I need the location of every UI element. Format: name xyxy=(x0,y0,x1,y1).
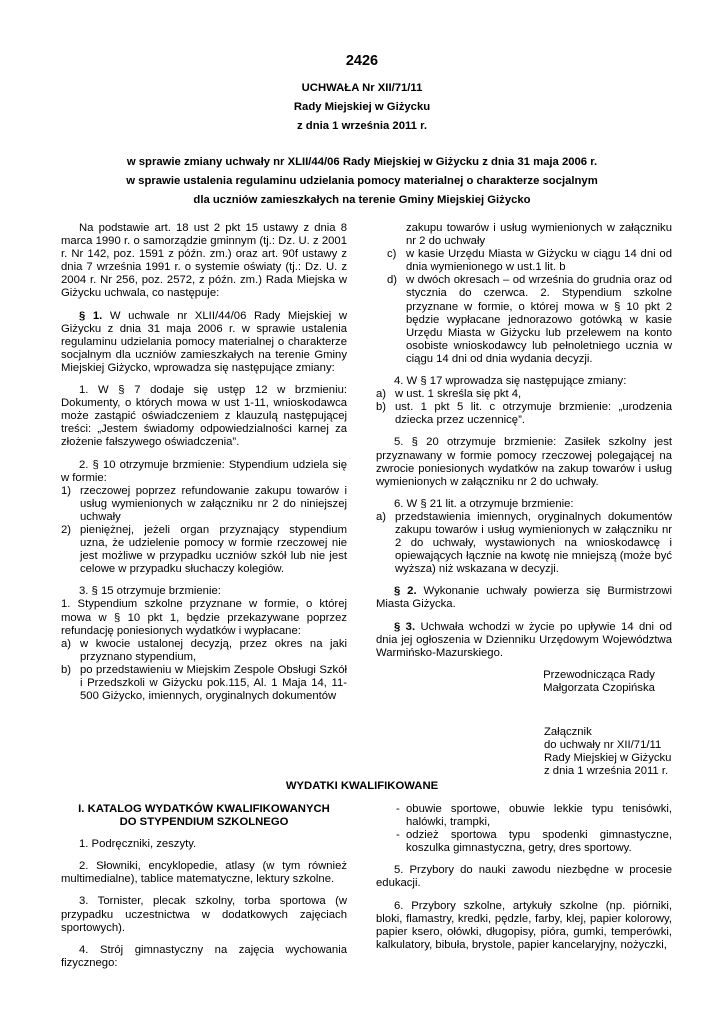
annex-item-1: 1. Podręczniki, zeszyty. xyxy=(79,838,197,851)
annex-title: WYDATKI KWALIFIKOWANE xyxy=(285,780,439,792)
change-6: 6. W § 21 lit. a otrzymuje brzmienie: xyxy=(394,497,574,510)
list-item xyxy=(376,248,672,274)
change-3-sub: 1. Stypendium szkolne przyznane w formie, o której mowa w § 10 pkt 1, będzie przekazywane poprzez refundację poniesionych wydatków i wypłacane: xyxy=(61,598,347,637)
intro-paragraph: Na podstawie art. 18 ust 2 pkt 15 ustawy z dnia 8 marca 1990 r. o samorządzie gminnym (tj.: Dz. U. z 2001 r. Nr 142, poz. 1591 z późn. zm.) oraz art. 90f ustawy z dnia 7 września 1991 r. o systemie oświaty (tj.: Dz. U. z 2004 r. Nr 256, poz. 2572, z późn. zm.) Rada Miejska w Giżycku uchwala, co następuje: xyxy=(61,222,347,300)
paragraph-1 xyxy=(61,310,347,375)
change-2: 2. § 10 otrzymuje brzmienie: Stypendium udziela się w formie: xyxy=(61,458,347,484)
right-column xyxy=(376,222,672,695)
change-4: 4. W § 17 wprowadza się następujące zmiany: xyxy=(394,375,627,388)
list-item xyxy=(376,511,672,576)
attachment-date: z dnia 1 września 2011 r. xyxy=(544,765,669,778)
left-column xyxy=(61,222,347,703)
attachment-header xyxy=(544,726,724,778)
list-marker: - xyxy=(396,829,400,842)
list-text: przedstawienia imiennych, oryginalnych dokumentów zakupu towarów i usług wymienionych w załączniku nr 2 do uchwały, wystawionych na wnioskodawcę i opiewających łącznie na kwotę nie mniejszą (może być wyższa) niż wskazana w decyzji. xyxy=(395,510,672,576)
paragraph-1-mark: § 1. xyxy=(79,309,103,322)
list-marker: d) xyxy=(387,274,398,287)
list-text: ust. 1 pkt 5 lit. c otrzymuje brzmienie: „urodzenia dziecka przez uczennicę”. xyxy=(395,401,672,427)
list-text: po przedstawieniu w Miejskim Zespole Obsługi Szkół i Przedszkoli w Giżycku pok.115, Al. 1 Maja 14, 11-500 Giżycko, imiennych, oryginalnych dokumentów xyxy=(80,663,347,703)
annex-item-6: 6. Przybory szkolne, artykuły szkolne (np. piórniki, bloki, flamastry, kredki, pędzle, farby, klej, papier kolorowy, papier ksero, ołówki, długopisy, pióra, gumki, temperówki, kalkulatory, bibuła, brystole, papier kancelaryjny, nożyczki, xyxy=(376,899,672,951)
list-item xyxy=(376,388,672,401)
list-item xyxy=(376,274,672,366)
list-text: odzież sportowa typu spodenki gimnastyczne, koszulka gimnastyczna, getry, dres sportowy. xyxy=(406,829,672,855)
list-item xyxy=(376,803,672,829)
annex-item-5: 5. Przybory do nauki zawodu niezbędne w procesie edukacji. xyxy=(376,864,672,890)
list-text: w kasie Urzędu Miasta w Giżycku w ciągu 14 dni od dnia wymienionego w ust.1 lit. b xyxy=(406,248,672,274)
list-text: pieniężnej, jeżeli organ przyznający stypendium uzna, że udzielenie pomocy w formie rzeczowej nie jest możliwe w przypadku uczniów szkół lub nie jest celowe w przypadku słuchaczy kolegiów. xyxy=(80,523,347,576)
change-1: 1. W § 7 dodaje się ustęp 12 w brzmieniu: Dokumenty, o których mowa w ust 1-11, wnioskodawca może zastąpić oświadczeniem z klauzulą następującej treści: „Jestem świadomy odpowiedzialności karnej za złożenie fałszywego oświadczenia”. xyxy=(61,384,347,449)
signature-role: Przewodnicząca Rady xyxy=(543,668,655,681)
list-item xyxy=(376,829,672,855)
list-marker: a) xyxy=(61,637,72,650)
list-text: w ust. 1 skreśla się pkt 4, xyxy=(395,388,522,401)
list-marker: c) xyxy=(387,248,397,261)
resolution-subject-line-1: w sprawie zmiany uchwały nr XLII/44/06 Rady Miejskiej w Giżycku z dnia 31 maja 2006 r. xyxy=(126,156,598,168)
paragraph-2 xyxy=(376,585,672,611)
list-item xyxy=(61,664,347,703)
list-marker: 1) xyxy=(61,484,72,497)
list-text: rzeczowej poprzez refundowanie zakupu towarów i usług wymienionych w załączniku nr 2 do niniejszej uchwały xyxy=(80,484,347,523)
resolution-subject-line-3: dla uczniów zamieszkałych na terenie Gminy Miejskiej Giżycko xyxy=(193,194,531,206)
paragraph-2-mark: § 2. xyxy=(394,585,417,598)
attachment-issuer: Rady Miejskiej w Giżycku xyxy=(544,752,672,765)
list-text: w kwocie ustalonej decyzją, przez okres na jaki przyznano stypendium, xyxy=(80,637,347,663)
signature-block xyxy=(376,669,672,695)
annex-item-3: 3. Tornister, plecak szkolny, torba sportowa (w przypadku uczestnictwa w dodatkowych zajęciach sportowych). xyxy=(61,895,347,934)
annex-section-heading: I. KATALOG WYDATKÓW KWALIFIKOWANYCH xyxy=(78,803,330,815)
resolution-title: UCHWAŁA Nr XII/71/11 xyxy=(301,82,423,94)
list-item xyxy=(376,401,672,427)
list-marker: - xyxy=(396,803,400,815)
list-item xyxy=(61,485,347,524)
list-item xyxy=(61,524,347,576)
paragraph-2-text: Wykonanie uchwały powierza się Burmistrzowi Miasta Giżycka. xyxy=(376,585,673,611)
annex-left-column xyxy=(61,803,347,970)
resolution-subject-line-2: w sprawie ustalenia regulaminu udzielania pomocy materialnej o charakterze socjalnym xyxy=(126,175,598,187)
attachment-label: Załącznik xyxy=(544,726,592,738)
continued-text: zakupu towarów i usług wymienionych w załączniku nr 2 do uchwały xyxy=(406,222,672,248)
change-3: 3. § 15 otrzymuje brzmienie: xyxy=(79,585,221,598)
annex-item-4: 4. Strój gimnastyczny na zajęcia wychowania fizycznego: xyxy=(61,943,347,969)
list-marker: b) xyxy=(376,401,387,414)
list-text: obuwie sportowe, obuwie lekkie typu tenisówki, halówki, trampki, xyxy=(406,803,672,829)
signature-name: Małgorzata Czopińska xyxy=(543,681,655,694)
attachment-ref: do uchwały nr XII/71/11 xyxy=(544,739,662,752)
paragraph-3-text: Uchwała wchodzi w życie po upływie 14 dni od dnia jej ogłoszenia w Dzienniku Urzędowym Województwa Warmińsko-Mazurskiego. xyxy=(376,620,673,659)
page-number: 2426 xyxy=(345,53,379,69)
list-marker: a) xyxy=(376,510,387,523)
paragraph-1-text: W uchwale nr XLII/44/06 Rady Miejskiej w Giżycku z dnia 31 maja 2006 r. w sprawie ustalenia regulaminu udzielania pomocy materialnej o charakterze socjalnym dla uczniów zamieszkałych na terenie Gminy Miejskiej Giżycko, wprowadza się następujące zmiany: xyxy=(61,309,347,374)
annex-right-column xyxy=(376,803,672,952)
change-5: 5. § 20 otrzymuje brzmienie: Zasiłek szkolny jest przyznawany w formie pomocy rzeczowej polegającej na zwrocie poniesionych wydatków na zakup towarów i usług wymienionych w załączniku nr 2 do uchwały. xyxy=(376,436,672,488)
list-item xyxy=(61,638,347,664)
list-marker: 2) xyxy=(61,523,72,536)
list-text: w dwóch okresach – od września do grudnia oraz od stycznia do czerwca. 2. Stypendium szkolne przyznane w formie, o której mowa w § 10 pkt 2 będzie wypłacane jednorazowo gotówką w kasie Urzędu Miasta w Giżycku lub przelewem na konto osobiste wnioskodawcy lub pełnoletniego ucznia w ciągu 14 dni od dnia wydania decyzji. xyxy=(406,274,672,365)
list-marker: b) xyxy=(61,663,72,676)
annex-item-2: 2. Słowniki, encyklopedie, atlasy (w tym również multimedialne), tablice matematyczne, lektury szkolne. xyxy=(61,860,347,886)
paragraph-3-mark: § 3. xyxy=(394,620,416,633)
resolution-date: z dnia 1 września 2011 r. xyxy=(297,120,427,132)
paragraph-3 xyxy=(376,621,672,660)
annex-section-subheading: DO STYPENDIUM SZKOLNEGO xyxy=(119,816,289,829)
resolution-issuer: Rady Miejskiej w Giżycku xyxy=(293,101,431,113)
list-marker: a) xyxy=(376,388,387,401)
